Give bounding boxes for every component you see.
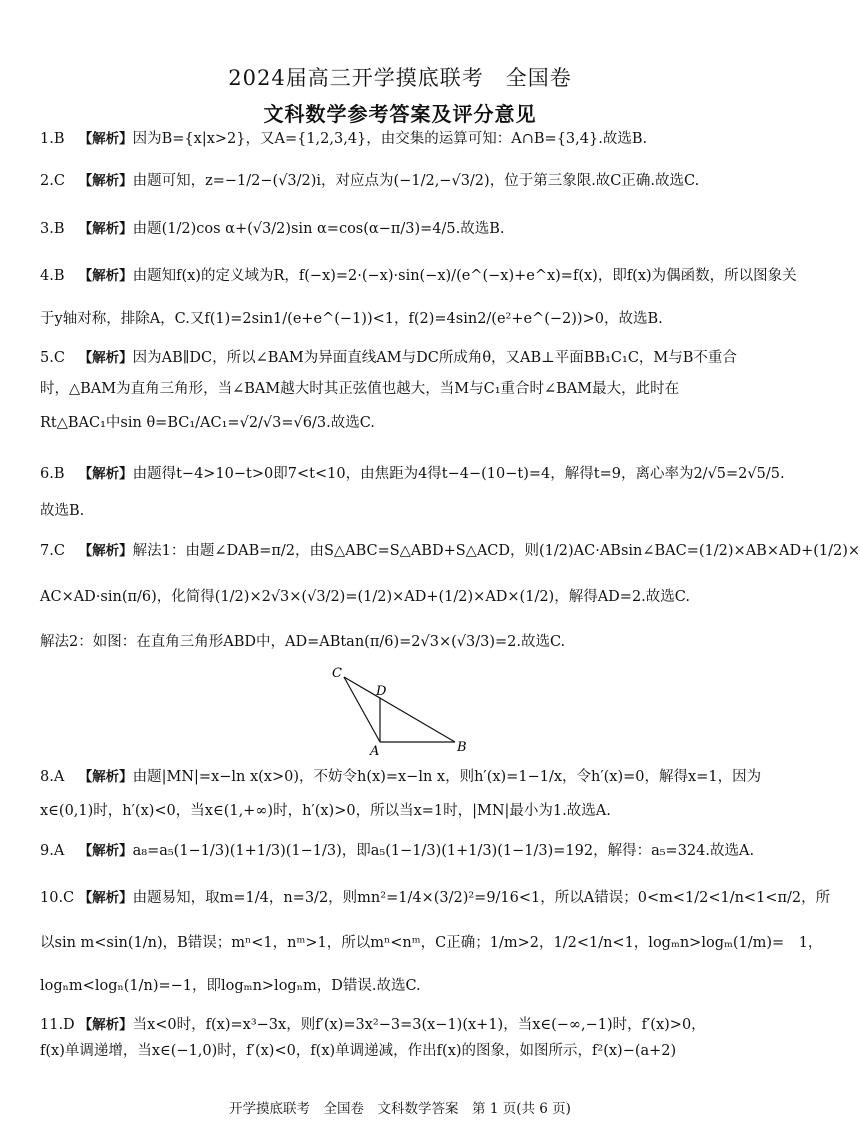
- answer-5-line-2: 时，△BAM为直角三角形，当∠BAM越大时其正弦值也越大，当M与C₁重合时∠BAM最大，此时在: [40, 381, 680, 397]
- answer-4: 4.B 【解析】由题知f(x)的定义域为R，f(−x)=2·(−x)·sin(−x)/(e^(−x)+e^x)=f(x)，即f(x)为偶函数，所以图象关: [40, 268, 797, 284]
- answer-1: 1.B 【解析】因为B={x|x>2}，又A={1,2,3,4}，由交集的运算可知：A∩B={3,4}.故选B.: [40, 131, 648, 147]
- answer-11-line-2: f(x)单调递增，当x∈(−1,0)时，f′(x)<0，f(x)单调递减，作出f(x)的图象，如图所示，f²(x)−(a+2): [40, 1043, 677, 1059]
- answer-9: 9.A 【解析】a₈=a₅(1−1/3)(1+1/3)(1−1/3)，即a₅(1−1/3)(1+1/3)(1−1/3)=192，解得：a₅=324.故选A.: [40, 843, 755, 859]
- label-c: C: [332, 666, 342, 681]
- answer-8-line-2: x∈(0,1)时，h′(x)<0，当x∈(1,+∞)时，h′(x)>0，所以当x=1时，|MN|最小为1.故选A.: [40, 803, 611, 819]
- answer-11: 11.D 【解析】当x<0时，f(x)=x³−3x，则f′(x)=3x²−3=3(x−1)(x+1)，当x∈(−∞,−1)时，f′(x)>0，: [40, 1017, 706, 1033]
- segment-ca: [344, 677, 380, 742]
- answer-subtitle: 文科数学参考答案及评分意见: [263, 102, 537, 126]
- page-footer: 开学摸底联考 全国卷 文科数学答案 第 1 页(共 6 页): [229, 1101, 571, 1117]
- answer-10: 10.C 【解析】由题易知，取m=1/4，n=3/2，则mn²=1/4×(3/2)²=9/16<1，所以A错误；0<m<1/2<1/n<1<π/2，所: [40, 890, 831, 906]
- answer-3: 3.B 【解析】由题(1/2)cos α+(√3/2)sin α=cos(α−π/3)=4/5.故选B.: [40, 221, 505, 237]
- label-b: B: [457, 740, 467, 755]
- answer-10-line-3: logₙm<logₙ(1/n)=−1，即logₘn>logₙm，D错误.故选C.: [40, 978, 421, 994]
- answer-5-line-3: Rt△BAC₁中sin θ=BC₁/AC₁=√2/√3=√6/3.故选C.: [40, 415, 375, 431]
- answer-7-line-2: AC×AD·sin(π/6)，化简得(1/2)×2√3×(√3/2)=(1/2)×AD+(1/2)×AD×(1/2)，解得AD=2.故选C.: [40, 589, 690, 605]
- answer-8: 8.A 【解析】由题|MN|=x−ln x(x>0)，不妨令h(x)=x−ln x，则h′(x)=1−1/x，令h′(x)=0，解得x=1，因为: [40, 769, 762, 785]
- answer-4-line-2: 于y轴对称，排除A，C.又f(1)=2sin1/(e+e^(−1))<1，f(2)=4sin2/(e²+e^(−2))>0，故选B.: [40, 311, 663, 327]
- segment-cb: [344, 677, 455, 742]
- answer-6: 6.B 【解析】由题得t−4>10−t>0即7<t<10，由焦距为4得t−4−(10−t)=4，解得t=9，离心率为2/√5=2√5/5.: [40, 466, 785, 482]
- exam-title: 2024届高三开学摸底联考 全国卷: [228, 66, 572, 90]
- label-a: A: [370, 744, 380, 759]
- answer-6-line-2: 故选B.: [40, 503, 85, 519]
- triangle-figure: [330, 665, 470, 759]
- answer-7: 7.C 【解析】解法1：由题∠DAB=π/2，由S△ABC=S△ABD+S△ACD，则(1/2)AC·ABsin∠BAC=(1/2)×AB×AD+(1/2)×: [40, 543, 860, 559]
- label-d: D: [376, 684, 387, 699]
- answer-7-method-2: 解法2：如图：在直角三角形ABD中，AD=ABtan(π/6)=2√3×(√3/3)=2.故选C.: [40, 634, 566, 650]
- answer-5: 5.C 【解析】因为AB∥DC，所以∠BAM为异面直线AM与DC所成角θ，又AB⊥平面BB₁C₁C，M与B不重合: [40, 350, 737, 366]
- answer-10-line-2: 以sin m<sin(1/n)，B错误；mⁿ<1，nᵐ>1，所以mⁿ<nᵐ，C正确；1/m>2，1/2<1/n<1，logₘn>logₘ(1/m)= 1，: [40, 935, 823, 951]
- answer-2: 2.C 【解析】由题可知，z=−1/2−(√3/2)i，对应点为(−1/2,−√3/2)，位于第三象限.故C正确.故选C.: [40, 173, 700, 189]
